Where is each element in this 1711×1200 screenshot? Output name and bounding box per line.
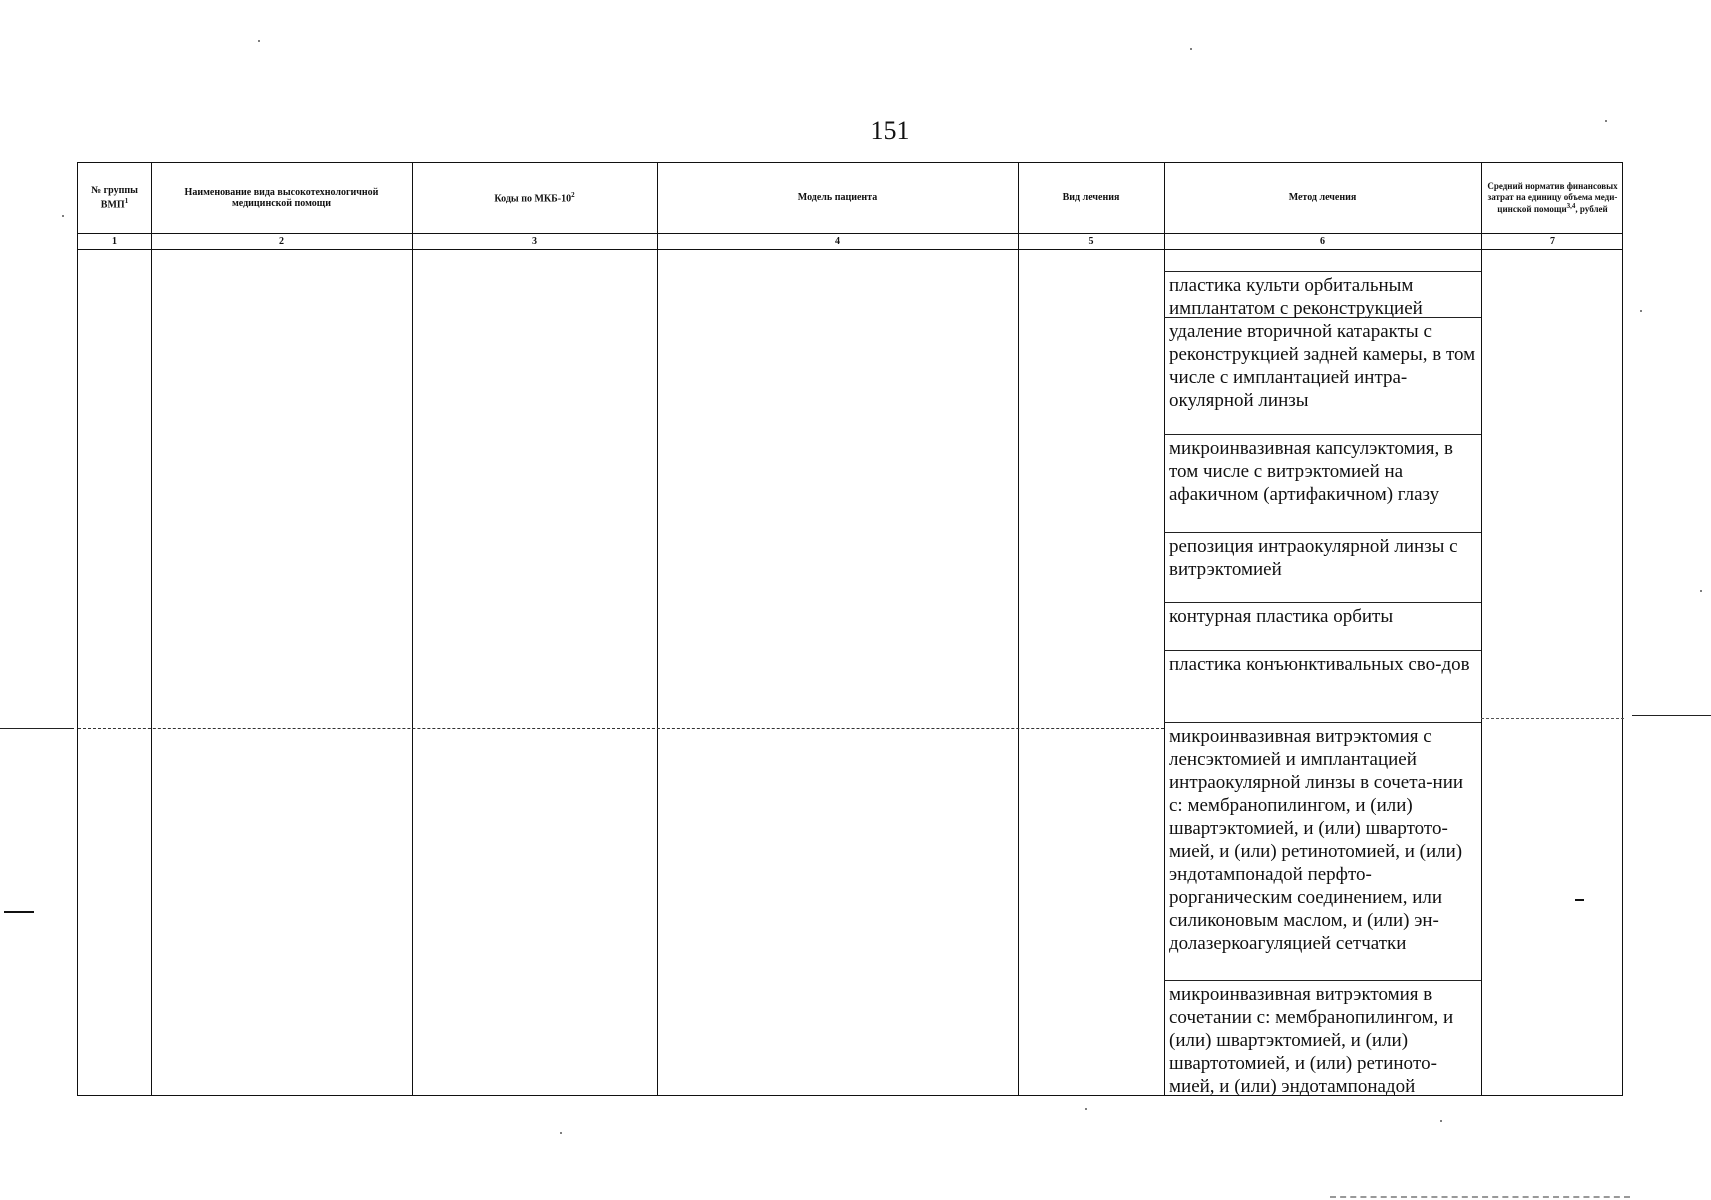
- method-cell: микроинвазивная витрэктомия с ленсэктомией и имплантацией интраокулярной линзы в сочета-нии с: мембранопилингом, и (или) швартэктомией, и (или) швартото-мией, и (или) ретинотомией, и (или) эндотампонадой перфто-рорганическим соединением, или силиконовым маслом, и (или) эн-долазеркоагуляцией сетчатки: [1164, 723, 1481, 981]
- header-treatment-type: Вид лечения: [1062, 192, 1120, 204]
- scan-mark: [1330, 1196, 1630, 1198]
- scan-speck: [1700, 590, 1702, 592]
- header-treatment-method: Метод лечения: [1288, 192, 1357, 204]
- scan-speck: [1085, 1108, 1087, 1110]
- page-number: 151: [870, 116, 910, 145]
- method-cell: репозиция интраокулярной линзы с витрэктомией: [1164, 533, 1481, 603]
- scan-speck: [258, 40, 260, 42]
- column-divider: [151, 163, 152, 1095]
- footnote-mark: 1: [124, 196, 129, 205]
- scan-mark: [0, 728, 74, 729]
- footnote-mark: 3,4: [1566, 202, 1576, 211]
- row-separator: [1481, 718, 1624, 719]
- scan-speck: [1605, 120, 1607, 122]
- method-cell: микроинвазивная капсулэктомия, в том числе с витрэктомией на афакичном (артифакичном) глазу: [1164, 435, 1481, 533]
- column-number: 1: [112, 236, 117, 247]
- header-icd-codes: [412, 163, 657, 233]
- method-cell: микроинвазивная витрэктомия в сочетании с: мембранопилингом, и (или) швартэктомией, и (или) швартотомией, и (или) ретинoто-мией, и (или) эндотампонадой: [1169, 984, 1454, 1097]
- column-number: 3: [532, 236, 537, 247]
- method-cell: пластика конъюнктивальных сво-дов: [1164, 651, 1481, 723]
- method-cell: контурная пластика орбиты: [1164, 603, 1481, 651]
- footnote-mark: 2: [571, 191, 575, 200]
- column-number-row: [78, 234, 1622, 250]
- scan-speck: [560, 1132, 562, 1134]
- header-cost-standard-tail: , рублей: [1575, 204, 1608, 215]
- header-group-number-text: № группы ВМП: [91, 185, 138, 211]
- header-group-number: [78, 163, 151, 233]
- method-cell: пластика культи орбитальным имплантатом с реконструкцией: [1164, 271, 1481, 318]
- scan-speck: [1440, 1120, 1442, 1122]
- scan-speck: [62, 215, 64, 217]
- header-service-name: Наименование вида высокотехнологичной медицинской помощи: [184, 186, 379, 209]
- scan-mark: [4, 911, 34, 913]
- column-divider: [412, 163, 413, 1095]
- header-patient-model: Модель пациента: [797, 192, 878, 204]
- scan-mark: [1632, 715, 1711, 716]
- column-number: 5: [1088, 236, 1094, 247]
- column-divider: [657, 163, 658, 1095]
- row-separator: [78, 728, 1164, 729]
- method-cell: удаление вторичной катаракты с реконструкцией задней камеры, в том числе с имплантацией интра-окулярной линзы: [1164, 318, 1481, 435]
- empty-value-dash: [1575, 899, 1584, 901]
- scan-speck: [1640, 310, 1642, 312]
- column-number: 6: [1320, 236, 1325, 247]
- services-table: [77, 162, 1623, 1096]
- table-header: [78, 163, 1622, 234]
- column-number: 7: [1550, 236, 1555, 247]
- column-number: 4: [835, 236, 840, 247]
- scan-speck: [1190, 48, 1192, 50]
- column-number: 2: [279, 236, 284, 247]
- header-icd-codes-text: Коды по МКБ-10: [494, 193, 572, 205]
- header-cost-standard-text: Средний норматив финансовых затрат на единицу объема меди-цинской помощи: [1487, 181, 1618, 215]
- column-divider: [1481, 163, 1482, 1095]
- column-divider: [1018, 163, 1019, 1095]
- header-cost-standard: [1481, 163, 1624, 233]
